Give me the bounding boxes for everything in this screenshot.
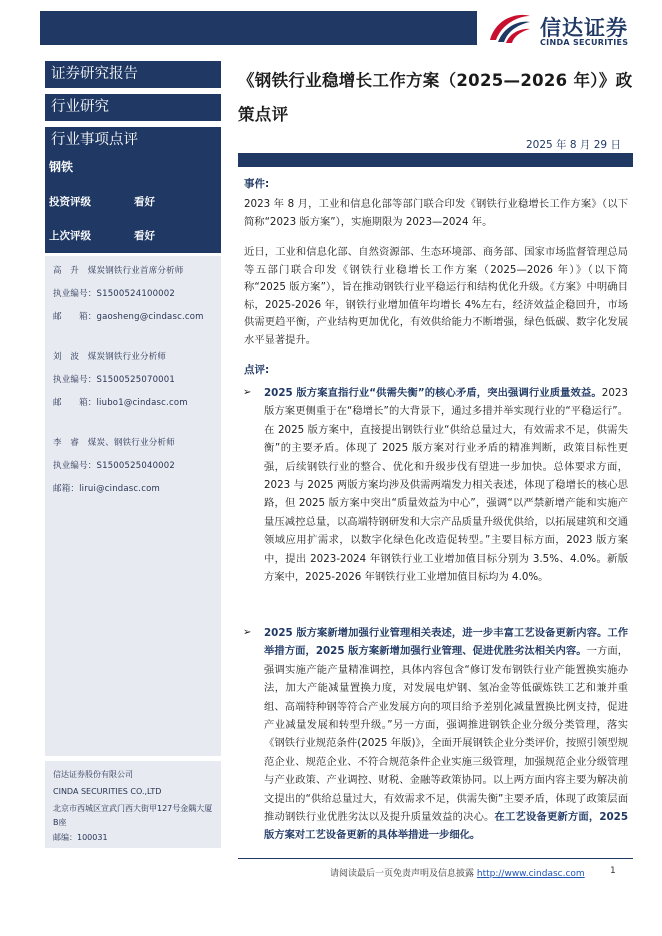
comment-point-2-body: 一方面，强调实施产能产量精准调控，具体内容包含“修订发布钢铁行业产能置换实施办法，加大产能减量置换力度，对发展电炉钢、氢冶金等低碳炼铁工艺和兼并重组、高端特种钢等符合产业发展方向的项目给予差别化减量置换比例支持，促进产业减量发展和转型升级。”另一方面，强调推进钢铁企业分级分类管理，落实《钢铁行业规范条件(2025 年版)》，全面开展钢铁企业分类评价，按照引领型规范企业、规范企业、不符合规范条件企业实施三级管理，加强规范企业分级管理与产业政策、产业调控、财税、金融等政策协同。以上两方面内容主要为解决前文提出的“供给总量过大，有效需求不足，供需失衡”主要矛盾，体现了政策层面推动钢铁行业优胜劣汰以及提升质量效益的决心。 [264, 645, 628, 824]
analyst-license: 执业编号：S1500525070001 [53, 375, 175, 385]
report-title-line1: 《钢铁行业稳增长工作方案（2025—2026 年）》政 [238, 71, 633, 90]
comment-point-2-tail: 在工艺设备更新方面，2025 版方案对工艺设备更新的具体举措进一步细化。 [264, 811, 628, 842]
company-logo [488, 10, 648, 50]
category-report-type: 证券研究报告 [45, 61, 221, 88]
comment-point-1-body: 2023 版方案更侧重于在“稳增长”的大背景下，通过多措并举实现行业的“平稳运行”。在 2025 版方案中，直接提出钢铁行业“供给总量过大，有效需求不足，供需失衡”的主要矛盾。体现了 2025 版方案对行业矛盾的精准判断，政策目标性更强，后续钢铁行业的整合、优化和升级步伐有望进一步加快。总体要求方面，2023 与 2025 两版方案均涉及供需两端发力相关表述，体现了稳增长的核心思路，但 2025 版方案中突出“质量效益为中心”，强调“以严禁新增产能和实施产量压减控总量，以高端特钢研发和大宗产品质量升级优供给，以拓展建筑和交通领域应用扩需求，以数字化绿色化改造促转型。”主要目标方面，2023 版方案中，提出 2023-2024 年钢铁行业工业增加值目标分别为 3.5%、4.0%。新版方案中，2025-2026 年钢铁行业工业增加值目标均为 4.0%。 [264, 387, 628, 584]
company-name-cn: 信达证券股份有限公司 [53, 770, 133, 779]
company-postcode: 邮编：100031 [53, 833, 108, 842]
analyst-license: 执业编号：S1500524100002 [53, 289, 175, 299]
logo-text-en: CINDA SECURITIES [540, 38, 629, 47]
comment-point-2-lead: 2025 版方案新增加强行业管理相关表述，进一步丰富工艺设备更新内容。工作举措方面，2025 版方案新增加强行业管理、促进优胜劣汰相关内容。 [264, 627, 628, 658]
page-number: 1 [610, 866, 616, 876]
rating-label: 上次评级 [49, 230, 91, 242]
address-panel [45, 761, 221, 848]
bullet-arrow-icon: ➢ [243, 627, 252, 638]
event-paragraph-1: 2023 年 8 月，工业和信息化部等部门联合印发《钢铁行业稳增长工作方案》（以下简称“2023 版方案”），实施期限为 2023—2024 年。 [244, 198, 628, 228]
footer-disclaimer [330, 866, 585, 879]
sidebar [45, 61, 221, 848]
analyst-name-title: 刘 波 煤炭钢铁行业分析师 [53, 352, 167, 362]
sector-name: 钢铁 [49, 160, 74, 174]
category-industry-research: 行业研究 [45, 94, 221, 121]
bullet-arrow-icon: ➢ [243, 387, 252, 398]
logo-text-cn: 信达证券 [540, 16, 628, 40]
footer-text: 请阅读最后一页免责声明及信息披露 [330, 869, 475, 879]
analyst-name-title: 高 升 煤炭钢铁行业首席分析师 [53, 266, 184, 276]
rating-current [49, 194, 155, 209]
category-event-comment: 行业事项点评 [45, 127, 221, 154]
analyst-email[interactable]: 邮 箱：liubo1@cindasc.com [53, 398, 188, 408]
header-bar [40, 11, 477, 45]
company-name-en: CINDA SECURITIES CO.,LTD [53, 787, 162, 796]
analyst-panel [45, 256, 221, 756]
company-street: 北京市西城区宣武门西大街甲127号金隅大厦 [53, 804, 213, 813]
event-heading: 事件: [244, 178, 270, 190]
company-block: B座 [53, 818, 67, 827]
rating-previous [49, 228, 155, 243]
rating-value: 看好 [134, 196, 155, 208]
cinda-logo-icon [488, 10, 532, 44]
report-title [238, 64, 633, 132]
footer-link[interactable]: http://www.cindasc.com [476, 869, 585, 879]
report-title-line2: 策点评 [238, 105, 289, 124]
title-divider-bar [238, 153, 633, 167]
analyst-email[interactable]: 邮箱：lirui@cindasc.com [53, 484, 160, 494]
report-date: 2025 年 8 月 29 日 [526, 139, 621, 151]
rating-box [45, 190, 221, 253]
analyst-email[interactable]: 邮 箱：gaosheng@cindasc.com [53, 312, 204, 322]
rating-label: 投资评级 [49, 196, 91, 208]
comment-heading: 点评: [244, 364, 270, 376]
analyst-name-title: 李 睿 煤炭、钢铁行业分析师 [53, 438, 175, 448]
analyst-license: 执业编号：S1500525040002 [53, 461, 175, 471]
comment-point-2 [264, 624, 628, 845]
rating-value: 看好 [134, 230, 155, 242]
event-paragraph-2: 近日，工业和信息化部、自然资源部、生态环境部、商务部、国家市场监督管理总局等五部门联合印发《钢铁行业稳增长工作方案（2025—2026 年）》（以下简称“2025 版方案”），旨在推动钢铁行业平稳运行和结构优化升级。《方案》中明确目标，2025-2026 年，钢铁行业增加值年均增长 4%左右，经济效益企稳回升，市场供需更趋平衡，产业结构更加优化，有效供给能力不断增强，绿色低碳、数字化发展水平显著提升。 [244, 246, 628, 346]
footer-divider [238, 858, 633, 859]
comment-point-1-lead: 2025 版方案直指行业“供需失衡”的核心矛盾，突出强调行业质量效益。 [264, 387, 602, 399]
comment-point-1 [264, 384, 628, 586]
